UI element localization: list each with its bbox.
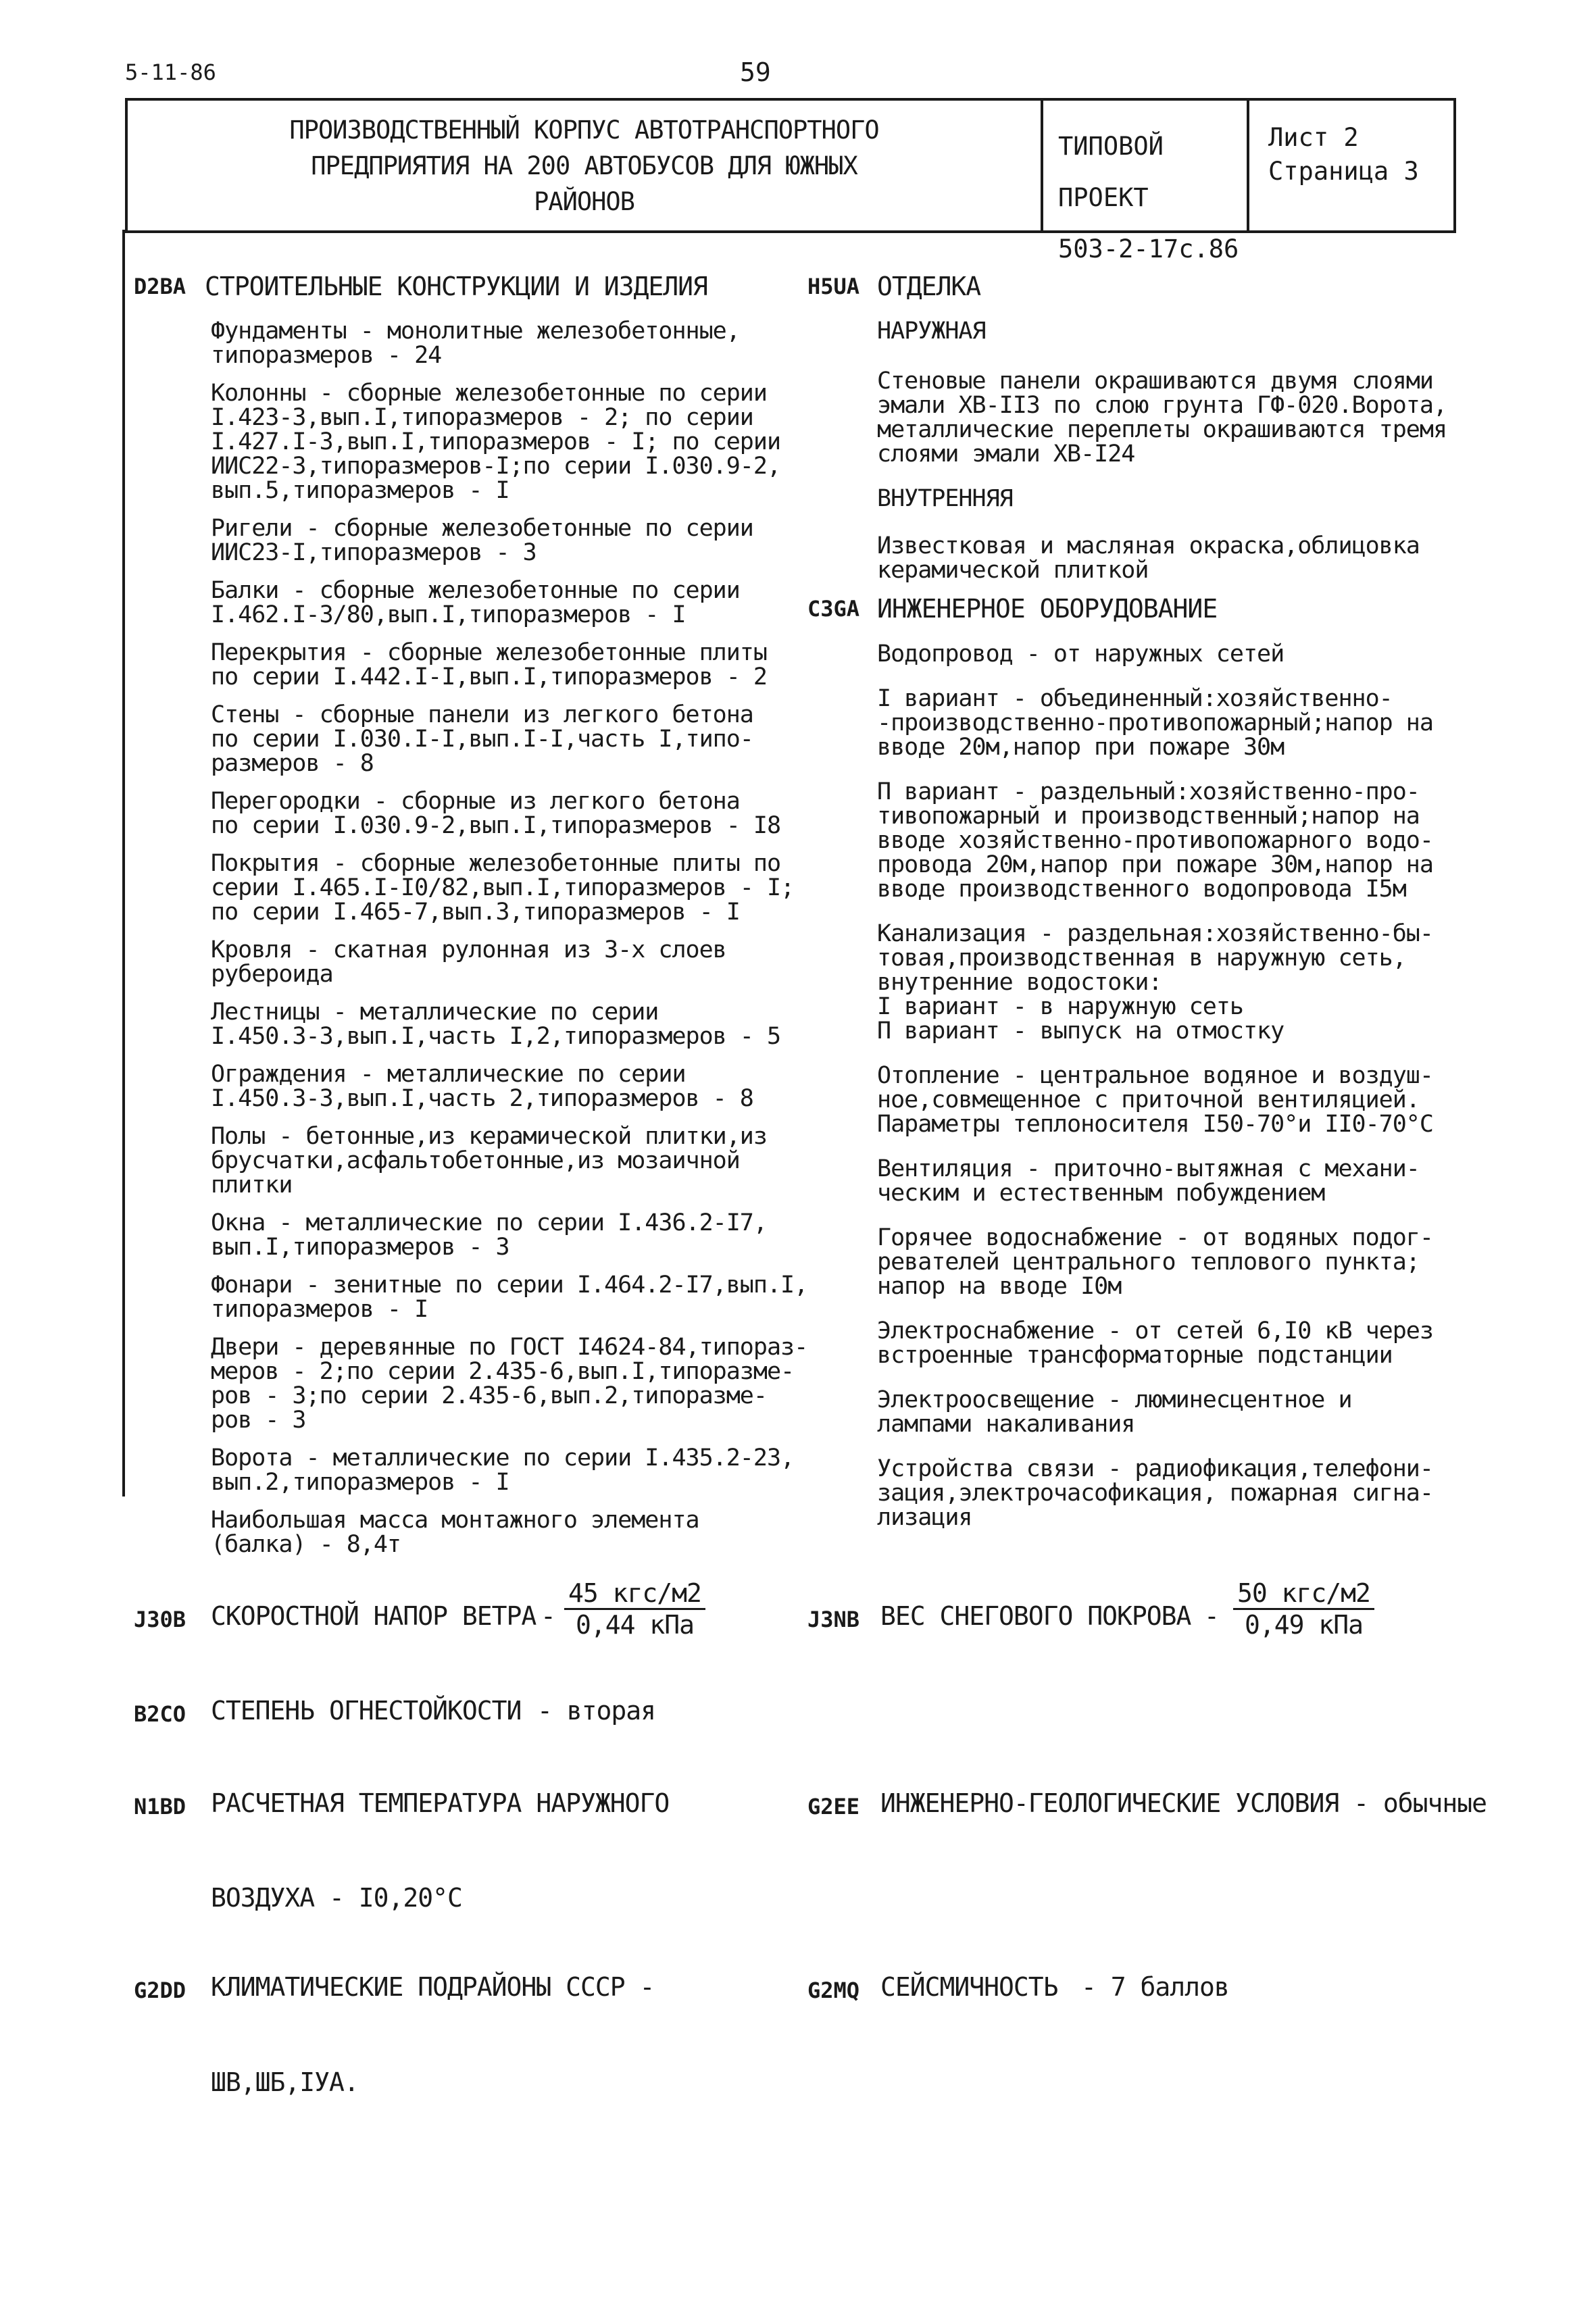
list-item: Лестницы - металлические по серии I.450.3-3,вып.I,часть I,2,типоразмеров - 5 xyxy=(211,999,781,1050)
wind-label: СКОРОСТНОЙ НАПОР ВЕТРА xyxy=(211,1601,537,1631)
fire-code: B2CO xyxy=(134,1701,186,1727)
temp-label: РАСЧЕТНАЯ ТЕМПЕРАТУРА НАРУЖНОГО xyxy=(211,1788,670,1818)
wind-value xyxy=(564,1578,705,1640)
section-code: H5UA xyxy=(807,274,860,299)
engineering-list xyxy=(877,642,1433,1530)
outer-finish-text: Стеновые панели окрашиваются двумя слоями эмали ХВ-II3 по слою грунта ГФ-020.Ворота, металлические переплеты окрашиваются тремя слоями эмали ХВ-I24 xyxy=(877,368,1447,468)
section-code: D2BA xyxy=(134,274,186,299)
list-item: Фонари - зенитные по серии I.464.2-I7,вып.I, типоразмеров - I xyxy=(211,1272,808,1323)
list-item: Вентиляция - приточно-вытяжная с механи- ческим и естественным побуждением xyxy=(877,1155,1420,1207)
seismic-code: G2MQ xyxy=(807,1978,860,2003)
list-item: Колонны - сборные железобетонные по серии I.423-3,вып.I,типоразмеров - 2; по серии I.427.I-3,вып.I,типоразмеров - I; по серии ИИС22-3,типоразмеров-I;по серии I.030.9-2, вып.5,типоразмеров - I xyxy=(211,380,781,504)
list-item: Электроосвещение - люминесцентное и лампами накаливания xyxy=(877,1386,1352,1438)
list-item: Отопление - центральное водяное и воздуш- ное,совмещенное с приточной вентиляцией. Параметры теплоносителя I50-70°и II0-70°С xyxy=(877,1062,1433,1138)
snow-label: ВЕС СНЕГОВОГО ПОКРОВА xyxy=(880,1601,1191,1631)
inner-finish-text: Известковая и масляная окраска,облицовка керамической плиткой xyxy=(877,532,1420,584)
left-margin-rule xyxy=(122,230,125,1496)
document-code: 5-11-86 xyxy=(125,59,216,85)
snow-dash: - xyxy=(1204,1601,1219,1631)
title-line: ПРЕДПРИЯТИЯ НА 200 АВТОБУСОВ ДЛЯ ЮЖНЫХ xyxy=(311,151,857,180)
title-cell xyxy=(128,101,1043,230)
geo-code: G2EE xyxy=(807,1794,860,1819)
sheet-label: Лист 2 xyxy=(1268,123,1359,152)
list-item: Балки - сборные железобетонные по серии I.462.I-3/80,вып.I,типоразмеров - I xyxy=(211,577,740,628)
list-item: Водопровод - от наружных сетей xyxy=(877,640,1285,668)
section-code: C3GA xyxy=(807,596,860,622)
project-label: ТИПОВОЙ ПРОЕКТ xyxy=(1058,132,1164,212)
list-item: Электроснабжение - от сетей 6,I0 кВ через встроенные трансформаторные подстанции xyxy=(877,1317,1433,1369)
section-heading: ОТДЕЛКА xyxy=(877,272,981,301)
wind-value-kgs: 45 кгс/м2 xyxy=(564,1578,705,1610)
geo-label: ИНЖЕНЕРНО-ГЕОЛОГИЧЕСКИЕ УСЛОВИЯ - обычные xyxy=(880,1788,1487,1818)
wind-code: J30B xyxy=(134,1607,186,1632)
project-cell xyxy=(1043,101,1249,263)
list-item: П вариант - раздельный:хозяйственно-про- тивопожарный и производственный;напор на вводе хозяйственно-противопожарного водо- провода 20м,напор при пожаре 30м,напор на вводе производственного водопровода I5м xyxy=(877,778,1433,903)
list-item: Полы - бетонные,из керамической плитки,из брусчатки,асфальтобетонные,из мозаичной плитки xyxy=(211,1123,767,1199)
snow-code: J3NB xyxy=(807,1607,860,1632)
list-item: Фундаменты - монолитные железобетонные, типоразмеров - 24 xyxy=(211,318,740,369)
list-item: Ригели - сборные железобетонные по серии ИИС23-I,типоразмеров - 3 xyxy=(211,515,753,566)
list-item: Окна - металлические по серии I.436.2-I7, вып.I,типоразмеров - 3 xyxy=(211,1209,767,1261)
list-item: Устройства связи - радиофикация,телефони- зация,электрочасофикация, пожарная сигна- лизация xyxy=(877,1455,1433,1531)
list-item: Стены - сборные панели из легкого бетона по серии I.030.I-I,вып.I-I,часть I,типо- размеров - 8 xyxy=(211,701,753,777)
page-number: 59 xyxy=(740,57,771,87)
page-label: Страница 3 xyxy=(1268,157,1419,186)
list-item: Наибольшая масса монтажного элемента (балка) - 8,4т xyxy=(211,1507,699,1558)
subregion-code: G2DD xyxy=(134,1978,186,2003)
list-item: Покрытия - сборные железобетонные плиты по серии I.465.I-I0/82,вып.I,типоразмеров - I; по серии I.465-7,вып.3,типоразмеров - I xyxy=(211,850,795,926)
title-line: РАЙОНОВ xyxy=(534,186,634,216)
temp-code: N1BD xyxy=(134,1794,186,1819)
list-item: Двери - деревянные по ГОСТ I4624-84,типораз- меров - 2;по серии 2.435-6,вып.I,типоразме- ров - 3;по серии 2.435-6,вып.2,типоразме- ров - 3 xyxy=(211,1334,808,1434)
subregion-value: ШВ,ШБ,IУА. xyxy=(211,2067,359,2097)
inner-finish-title: ВНУТРЕННЯЯ xyxy=(877,485,1013,512)
title-line: ПРОИЗВОДСТВЕННЫЙ КОРПУС АВТОТРАНСПОРТНОГО xyxy=(289,115,879,145)
snow-value-kpa: 0,49 кПа xyxy=(1244,1610,1363,1640)
subregion-label: КЛИМАТИЧЕСКИЕ ПОДРАЙОНЫ СССР - xyxy=(211,1972,655,2002)
list-item: Перегородки - сборные из легкого бетона по серии I.030.9-2,вып.I,типоразмеров - I8 xyxy=(211,788,781,839)
project-number: 503-2-17с.86 xyxy=(1058,234,1239,263)
finishing-block xyxy=(877,319,1447,582)
snow-value-kgs: 50 кгс/м2 xyxy=(1233,1578,1374,1610)
title-block xyxy=(125,98,1456,263)
list-item: Перекрытия - сборные железобетонные плиты по серии I.442.I-I,вып.I,типоразмеров - 2 xyxy=(211,639,767,690)
outer-finish-title: НАРУЖНАЯ xyxy=(877,318,986,345)
wind-dash: - xyxy=(541,1601,555,1631)
section-heading: СТРОИТЕЛЬНЫЕ КОНСТРУКЦИИ И ИЗДЕЛИЯ xyxy=(205,272,707,301)
sheet-cell xyxy=(1249,101,1459,230)
wind-value-kpa: 0,44 кПа xyxy=(575,1610,694,1640)
fire-value: - вторая xyxy=(537,1696,656,1726)
snow-value xyxy=(1233,1578,1374,1640)
seismic-label: СЕЙСМИЧНОСТЬ xyxy=(880,1972,1058,2002)
list-item: Кровля - скатная рулонная из 3-х слоев рубероида xyxy=(211,936,726,988)
list-item: Канализация - раздельная:хозяйственно-бы- товая,производственная в наружную сеть, внутренние водостоки: I вариант - в наружную сеть П вариант - выпуск на отмостку xyxy=(877,920,1433,1045)
list-item: Горячее водоснабжение - от водяных подог- ревателей центрального теплового пункта; напор на вводе I0м xyxy=(877,1224,1433,1300)
seismic-value: - 7 баллов xyxy=(1081,1972,1229,2002)
list-item: Ограждения - металлические по серии I.450.3-3,вып.I,часть 2,типоразмеров - 8 xyxy=(211,1061,753,1112)
construction-list xyxy=(211,319,807,1557)
list-item: I вариант - объединенный:хозяйственно- -производственно-противопожарный;напор на вводе 20м,напор при пожаре 30м xyxy=(877,685,1433,761)
temp-value: ВОЗДУХА - I0,20°С xyxy=(211,1883,462,1913)
fire-label: СТЕПЕНЬ ОГНЕСТОЙКОСТИ xyxy=(211,1696,522,1726)
list-item: Ворота - металлические по серии I.435.2-23, вып.2,типоразмеров - I xyxy=(211,1444,795,1496)
section-heading: ИНЖЕНЕРНОЕ ОБОРУДОВАНИЕ xyxy=(877,594,1218,624)
